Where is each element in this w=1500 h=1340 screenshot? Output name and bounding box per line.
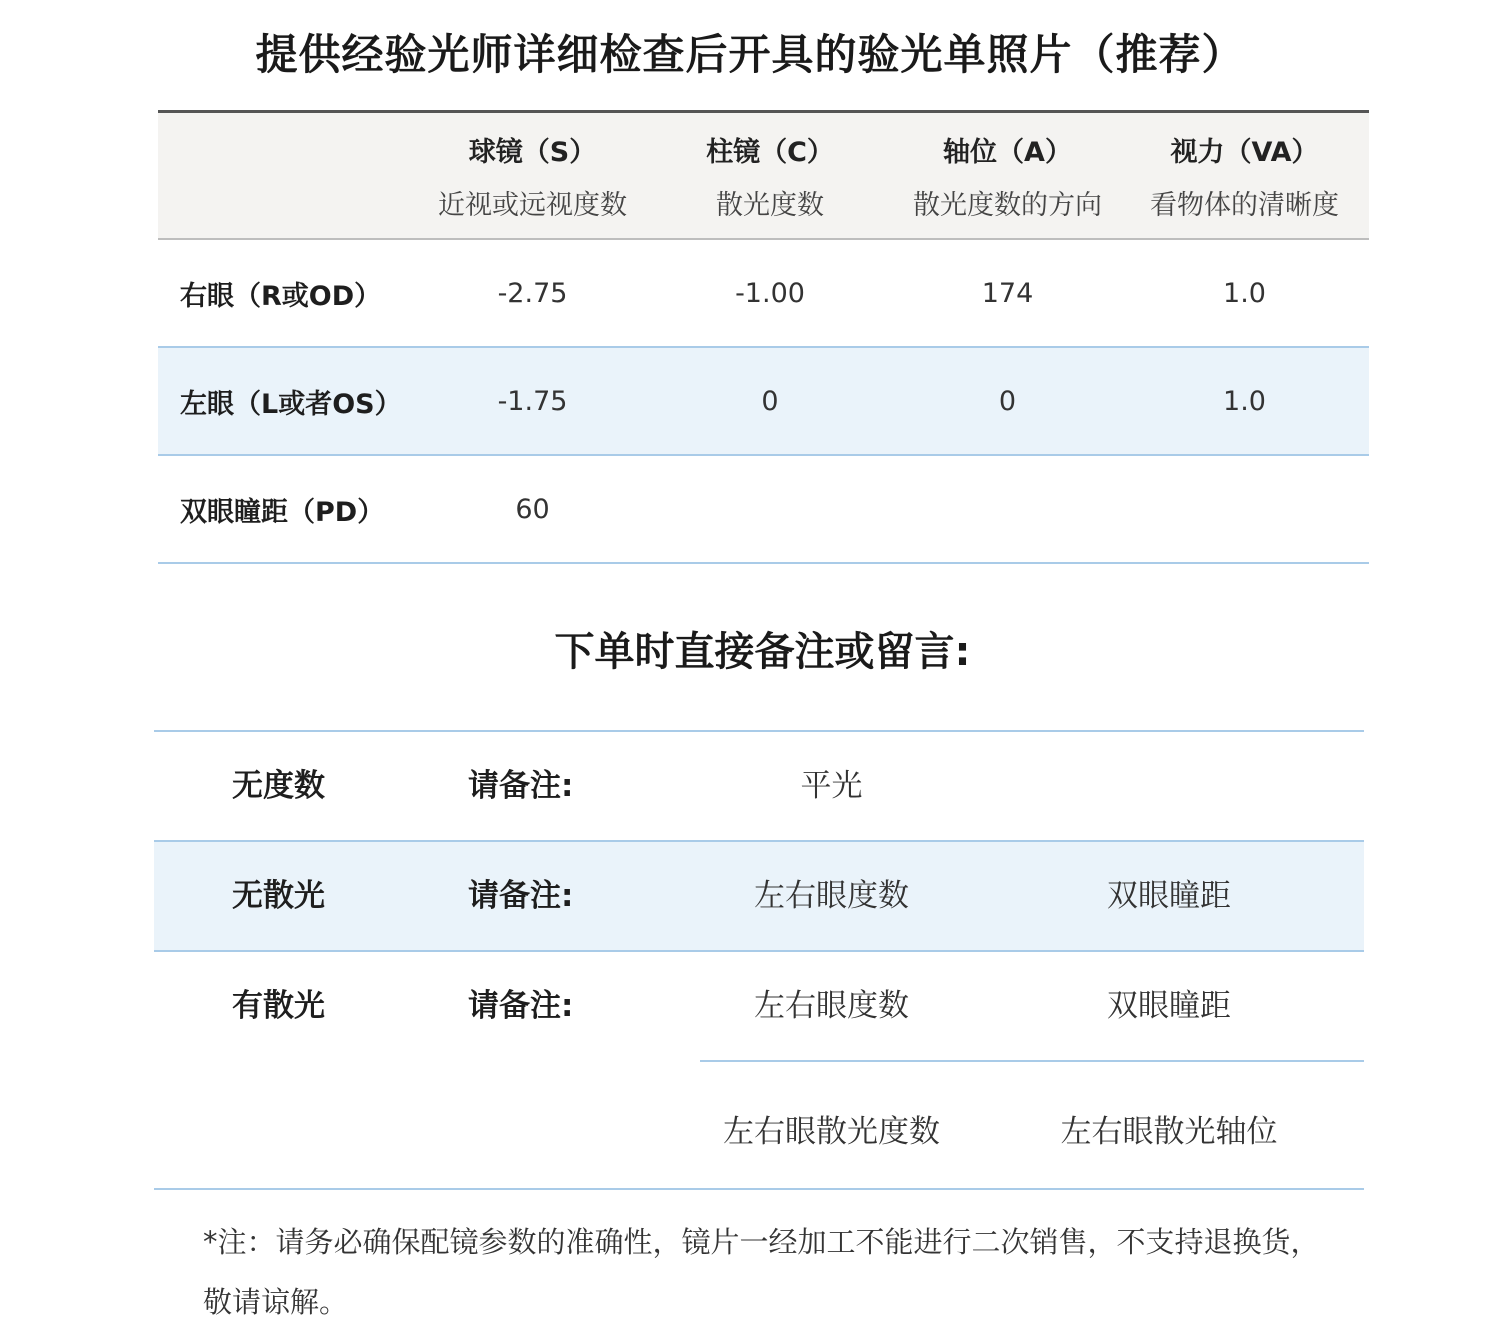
note-hint: 请备注: bbox=[468, 768, 574, 804]
pd-value: 60 bbox=[515, 493, 550, 525]
table-row-left-eye bbox=[158, 348, 1369, 456]
note-item: 左右眼散光度数 bbox=[723, 1114, 940, 1150]
note-item: 双眼瞳距 bbox=[1107, 988, 1231, 1024]
row-label: 左眼（L或者OS） bbox=[180, 388, 402, 420]
header-description: 近视或远视度数 bbox=[438, 189, 627, 221]
header-title: 视力（VA） bbox=[1170, 136, 1319, 168]
prescription-table bbox=[158, 110, 1369, 564]
cylinder-value: -1.00 bbox=[735, 277, 805, 309]
note-item: 双眼瞳距 bbox=[1107, 878, 1231, 914]
header-title: 轴位（A） bbox=[943, 136, 1072, 168]
note-row-no-astigmatism bbox=[154, 842, 1364, 952]
note-category: 有散光 bbox=[232, 988, 325, 1024]
note-category: 无散光 bbox=[232, 878, 325, 914]
header-axis bbox=[895, 113, 1120, 238]
header-description: 散光度数 bbox=[716, 189, 824, 221]
sphere-value: -1.75 bbox=[497, 385, 568, 417]
page-title: 提供经验光师详细检查后开具的验光单照片（推荐） bbox=[255, 30, 1245, 79]
note-hint: 请备注: bbox=[468, 988, 574, 1024]
note-item: 左右眼散光轴位 bbox=[1060, 1114, 1278, 1150]
row-label: 双眼瞳距（PD） bbox=[180, 496, 385, 528]
header-description: 看物体的清晰度 bbox=[1150, 189, 1339, 221]
header-description: 散光度数的方向 bbox=[913, 189, 1102, 221]
footnote: *注：请务必确保配镜参数的准确性，镜片一经加工不能进行二次销售，不支持退换货，敬请谅解。 bbox=[203, 1225, 1320, 1319]
row-label: 右眼（R或OD） bbox=[180, 280, 382, 312]
header-sphere bbox=[420, 113, 645, 238]
note-item: 左右眼度数 bbox=[754, 878, 909, 914]
cylinder-value: 0 bbox=[761, 385, 779, 417]
axis-value: 0 bbox=[998, 385, 1017, 417]
header-blank-cell bbox=[158, 113, 420, 238]
header-visual-acuity bbox=[1120, 113, 1369, 238]
visual-acuity-value: 1.0 bbox=[1223, 277, 1266, 309]
note-row-astigmatism bbox=[154, 952, 1364, 1190]
section-title: 下单时直接备注或留言: bbox=[554, 629, 971, 675]
note-row-no-power bbox=[154, 732, 1364, 842]
prescription-table-header bbox=[158, 110, 1369, 240]
header-title: 球镜（S） bbox=[468, 136, 597, 168]
note-item: 平光 bbox=[800, 768, 863, 804]
table-row-pupillary-distance bbox=[158, 456, 1369, 564]
table-row-right-eye bbox=[158, 240, 1369, 348]
note-category: 无度数 bbox=[232, 768, 325, 804]
axis-value: 174 bbox=[981, 277, 1034, 309]
header-title: 柱镜（C） bbox=[706, 136, 834, 168]
visual-acuity-value: 1.0 bbox=[1223, 385, 1266, 417]
header-cylinder bbox=[645, 113, 895, 238]
sphere-value: -2.75 bbox=[497, 277, 568, 309]
note-hint: 请备注: bbox=[468, 878, 574, 914]
note-subrow-divider bbox=[700, 1060, 1364, 1062]
note-item: 左右眼度数 bbox=[754, 988, 909, 1024]
